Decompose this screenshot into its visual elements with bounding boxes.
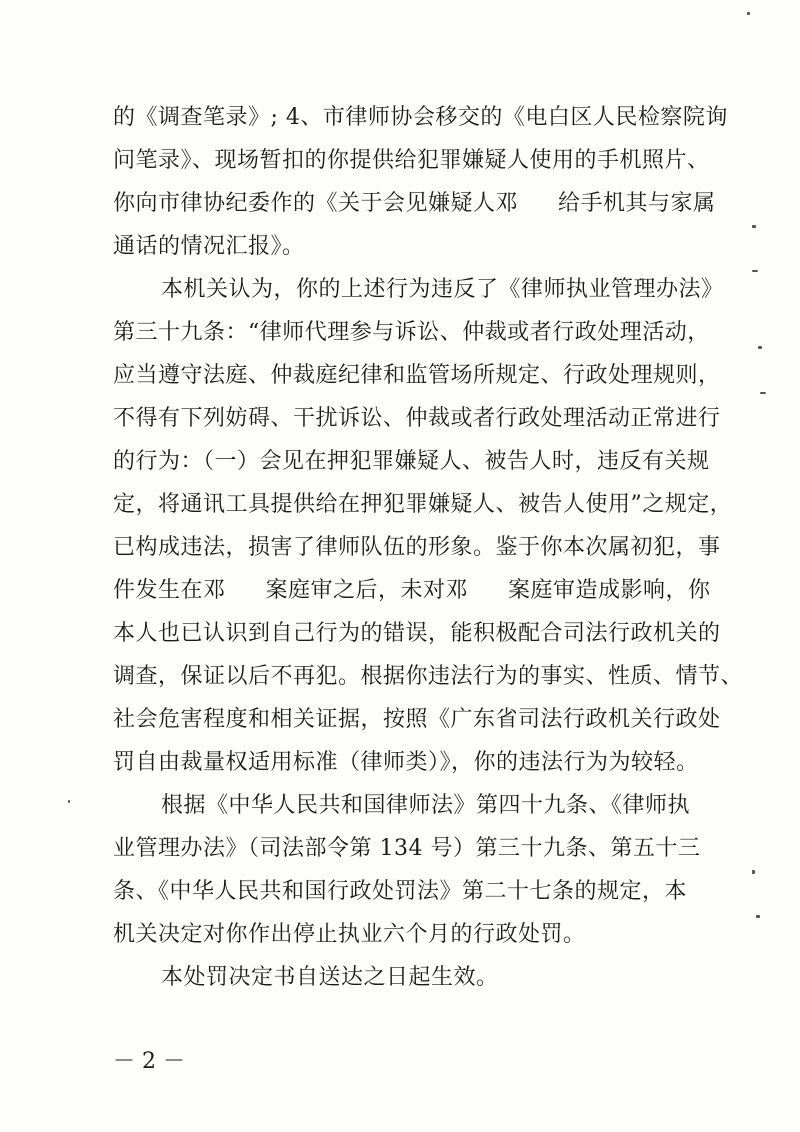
body-line xyxy=(113,397,721,440)
body-line xyxy=(113,225,693,268)
line-text: 通话的情况汇报》。 xyxy=(113,234,305,259)
body-line xyxy=(113,483,733,526)
scan-speck xyxy=(752,225,756,228)
scan-speck xyxy=(760,392,766,394)
body-line xyxy=(113,311,710,354)
scan-speck xyxy=(747,12,750,15)
line-text: 件发生在邓 xyxy=(113,578,226,603)
line-text: 本人也已认识到自己行为的错误，能积极配合司法行政机关的 xyxy=(113,621,721,646)
scan-speck xyxy=(752,870,755,874)
line-text: 的行为：（一）会见在押犯罪嫌疑人、被告人时，违反有关规 xyxy=(113,449,710,474)
line-text: 的《调查笔录》; 4、市律师协会移交的《电白区人民检察院询 xyxy=(113,105,728,130)
line-text: 应当遵守法庭、仲裁庭纪律和监管场所规定、行政处理规则， xyxy=(113,363,721,388)
scan-speck xyxy=(758,346,762,349)
line-text: 你向市律协纪委作的《关于会见嫌疑人邓 xyxy=(113,191,519,216)
line-text: 第三十九条：“律师代理参与诉讼、仲裁或者行政处理活动， xyxy=(113,320,710,345)
body-line xyxy=(113,827,701,870)
body-line xyxy=(113,741,699,784)
body-line xyxy=(113,96,728,139)
line-text: 问笔录》、现场暂扣的你提供给犯罪嫌疑人使用的手机照片、 xyxy=(113,148,710,173)
paragraph-start xyxy=(113,784,693,827)
body-line xyxy=(113,440,710,483)
body-line xyxy=(113,913,693,956)
line-text: 本处罚决定书自送达之日起生效。 xyxy=(161,965,499,990)
scan-speck xyxy=(756,915,760,918)
page-number: － 2 － xyxy=(113,1049,185,1074)
body-line xyxy=(113,870,693,913)
body-line xyxy=(113,182,716,225)
body-line xyxy=(113,698,721,741)
scan-speck xyxy=(68,800,70,803)
line-text: 不得有下列妨碍、干扰诉讼、仲裁或者行政处理活动正常进行 xyxy=(113,406,721,431)
line-text: 已构成违法，损害了律师队伍的形象。鉴于你本次属初犯，事 xyxy=(113,535,721,560)
document-body xyxy=(113,96,744,999)
line-text: 调查，保证以后不再犯。根据你违法行为的事实、性质、情节、 xyxy=(113,664,744,689)
body-line xyxy=(113,655,744,698)
line-text: 罚自由裁量权适用标准（律师类）》，你的违法行为为较轻。 xyxy=(113,750,699,775)
line-text: 业管理办法》（司法部令第 134 号）第三十九条、第五十三 xyxy=(113,836,701,861)
paragraph-start xyxy=(113,268,724,311)
line-text: 根据《中华人民共和国律师法》第四十九条、《律师执 xyxy=(161,793,691,818)
line-text: 机关决定对你作出停止执业六个月的行政处罚。 xyxy=(113,922,586,947)
body-line xyxy=(113,354,721,397)
scan-speck xyxy=(752,270,758,272)
line-text: 条、《中华人民共和国行政处罚法》第二十七条的规定，本 xyxy=(113,879,688,904)
body-line xyxy=(113,569,711,612)
body-line xyxy=(113,139,710,182)
body-line xyxy=(113,526,721,569)
line-text: 案庭审之后，未对邓 xyxy=(265,578,469,603)
line-text: 案庭审造成影响，你 xyxy=(508,578,711,603)
line-text: 本机关认为，你的上述行为违反了《律师执业管理办法》 xyxy=(161,277,724,302)
body-line xyxy=(113,612,721,655)
line-text: 给手机其与家属 xyxy=(558,191,716,216)
line-text: 定，将通讯工具提供给在押犯罪嫌疑人、被告人使用”之规定， xyxy=(113,492,733,517)
line-text: 社会危害程度和相关证据，按照《广东省司法行政机关行政处 xyxy=(113,707,721,732)
paragraph-start xyxy=(113,956,693,999)
